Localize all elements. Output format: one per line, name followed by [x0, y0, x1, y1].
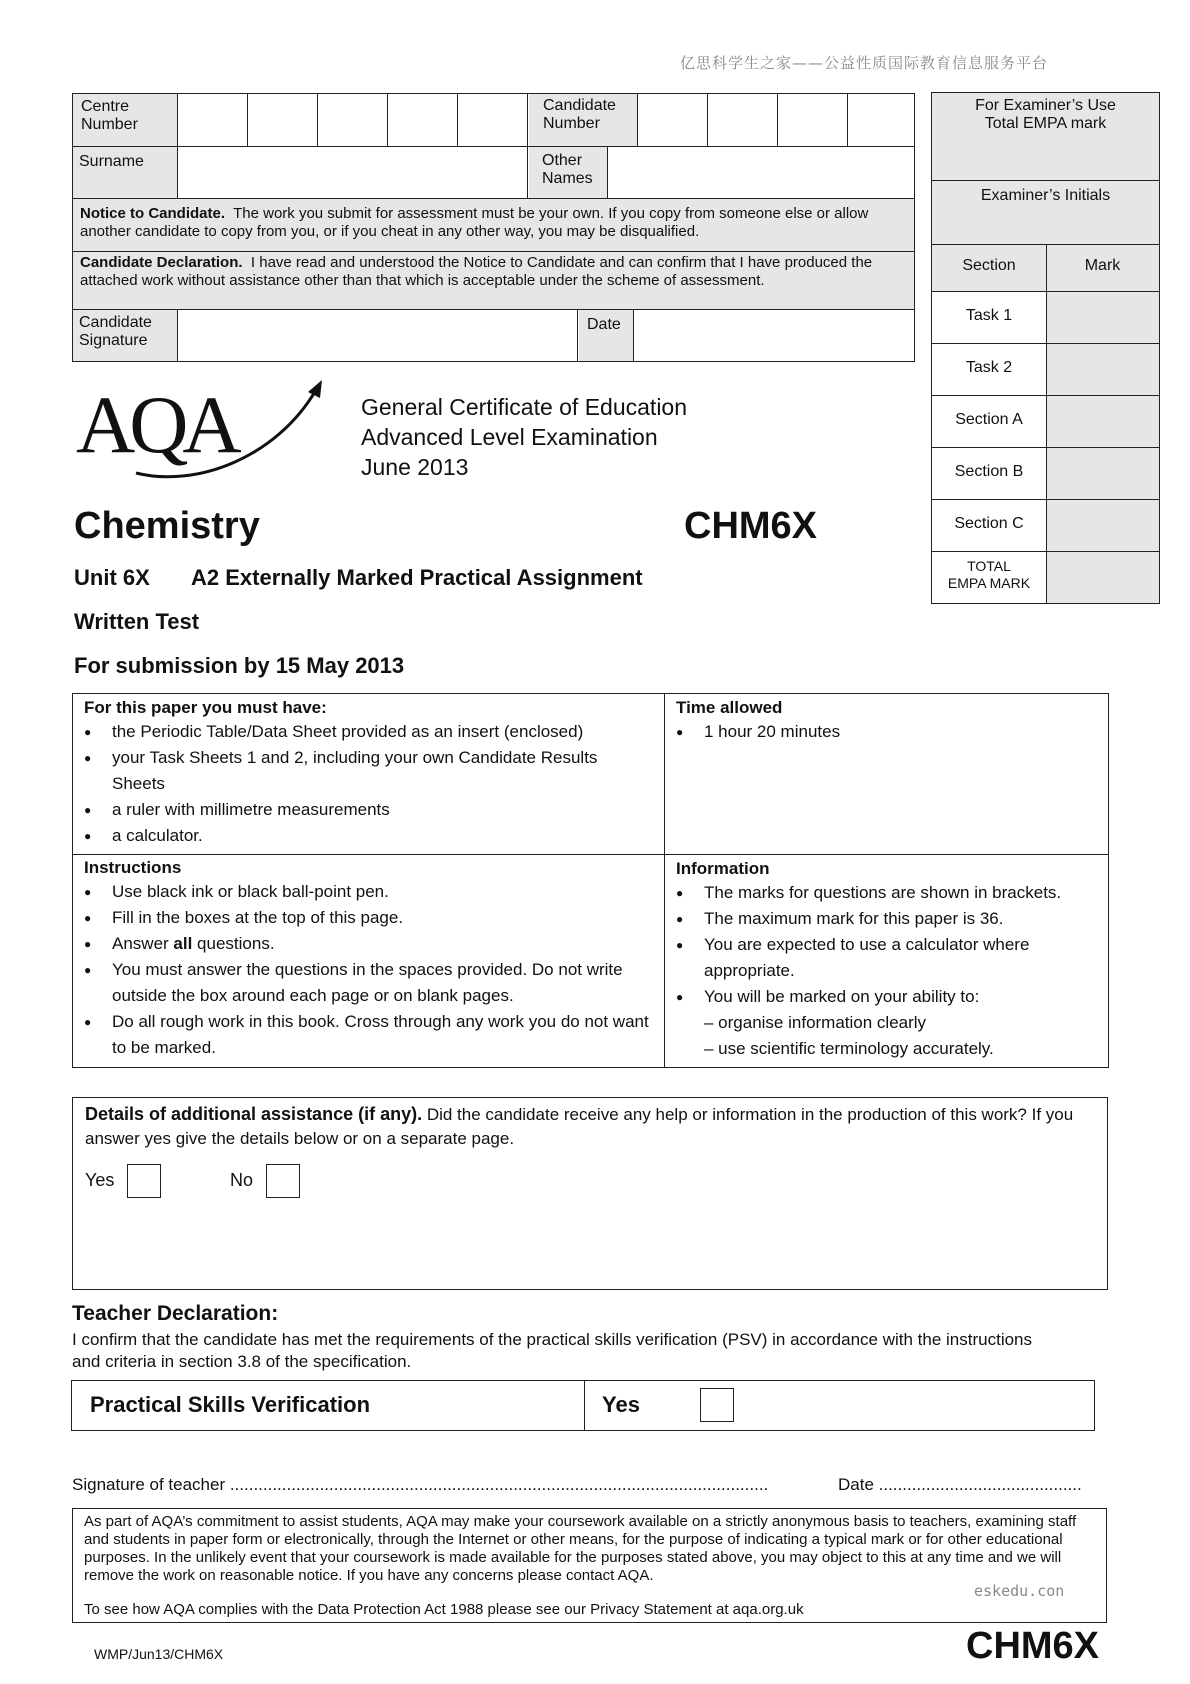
- examiner-title: For Examiner’s Use Total EMPA mark: [932, 93, 1159, 180]
- information-heading: Information: [676, 859, 770, 878]
- candidate-declaration: [73, 252, 914, 309]
- no-label: No: [230, 1170, 254, 1190]
- assistance-text: Did the candidate receive any help or information in the production of this work? If you answer yes give the details below or on a separate page.: [85, 1105, 1074, 1148]
- list-item: ● You are expected to use a calculator where appropriate.: [676, 932, 1101, 984]
- privacy-notice-box: [72, 1508, 1107, 1623]
- centre-number-label: Centre Number: [73, 94, 177, 146]
- candidate-details-box: [72, 93, 915, 362]
- list-item: ● The maximum mark for this paper is 36.: [676, 906, 1101, 932]
- unit-label: Unit 6X: [74, 565, 150, 590]
- privacy-para1: As part of AQA’s commitment to assist students, AQA may make your coursework available on a strictly anonymous basis to teachers, examining staff and students in paper form or electronically, through the Internet or other means, for the purpose of indicating a typical mark or for other educational purposes. In the unlikely event that your coursework is made available for the purposes stated above, you may object to this at any time and we will remove the work on reasonable notice. If you have any concerns please contact AQA.: [84, 1513, 1077, 1584]
- subject-title: Chemistry: [74, 505, 260, 547]
- exam-row-section-b: [932, 448, 1159, 499]
- declaration-text: I have read and understood the Notice to Candidate and can confirm that I have produced the attached work without assistance other than that which is acceptable under the scheme of assessment.: [80, 254, 873, 289]
- section-column-header: Section: [962, 257, 1016, 274]
- assistance-box: [72, 1097, 1108, 1290]
- psv-yes-checkbox[interactable]: [700, 1388, 734, 1422]
- date-field[interactable]: [635, 310, 914, 361]
- assistance-title: Details of additional assistance (if any).: [85, 1104, 423, 1124]
- row-label: Section A: [955, 411, 1023, 428]
- emphasis-all: all: [173, 934, 193, 953]
- written-test: Written Test: [74, 609, 200, 634]
- submission-date: For submission by 15 May 2013: [74, 653, 405, 678]
- watermark-eskedu: eskedu.con: [974, 1582, 1065, 1600]
- logo-swoosh-icon: [76, 378, 326, 488]
- paper-code: CHM6X: [684, 505, 818, 547]
- must-have-heading: For this paper you must have:: [84, 698, 327, 717]
- candidate-signature-label: Candidate Signature: [73, 310, 177, 361]
- no-checkbox[interactable]: [266, 1164, 300, 1198]
- time-allowed-section: [676, 697, 1096, 745]
- notice-to-candidate: [73, 199, 914, 251]
- candidate-number-label: Candidate Number: [529, 94, 637, 146]
- logo-text: AQA: [76, 379, 236, 470]
- teacher-declaration-heading: Teacher Declaration:: [72, 1302, 279, 1325]
- info-table: [72, 693, 1109, 1068]
- instructions-section: [84, 857, 656, 1061]
- notice-title: Notice to Candidate.: [80, 205, 226, 222]
- teacher-date-line[interactable]: Date ...........................................: [838, 1475, 1082, 1494]
- instructions-heading: Instructions: [84, 858, 182, 877]
- list-item: ● the Periodic Table/Data Sheet provided as an insert (enclosed): [84, 719, 654, 745]
- sub-item: – organise information clearly: [704, 1013, 927, 1032]
- list-item: ● You will be marked on your ability to:: [676, 984, 1101, 1010]
- mark-cell[interactable]: [1046, 396, 1159, 447]
- exam-row-section-c: [932, 500, 1159, 551]
- privacy-para2: To see how AQA complies with the Data Protection Act 1988 please see our Privacy Statement at aqa.org.uk: [84, 1601, 804, 1618]
- header-line2: Advanced Level Examination: [361, 424, 658, 450]
- list-item: ● Fill in the boxes at the top of this page.: [84, 905, 656, 931]
- examiner-use-box: [931, 92, 1160, 604]
- notice-text: The work you submit for assessment must be your own. If you copy from someone else or allow another candidate to copy from you, or if you cheat in any other way, you may be disqualified.: [80, 205, 869, 240]
- exam-row-task2: [932, 344, 1159, 395]
- centre-number-field[interactable]: [179, 94, 539, 146]
- date-label: Date: [579, 310, 633, 361]
- list-item: ● a ruler with millimetre measurements: [84, 797, 654, 823]
- sub-item: – use scientific terminology accurately.: [704, 1039, 994, 1058]
- teacher-signature-line[interactable]: Signature of teacher ..................................................................................................................: [72, 1475, 769, 1494]
- surname-field[interactable]: [179, 147, 527, 198]
- footer-reference: WMP/Jun13/CHM6X: [94, 1646, 224, 1662]
- list-item: ● Do all rough work in this book. Cross through any work you do not want to be marked.: [84, 1009, 656, 1061]
- psv-label: Practical Skills Verification: [90, 1392, 371, 1417]
- list-item: ● 1 hour 20 minutes: [676, 719, 1096, 745]
- must-have-section: [84, 697, 654, 849]
- mark-cell[interactable]: [1046, 344, 1159, 395]
- declaration-title: Candidate Declaration.: [80, 254, 243, 271]
- exam-row-total: [932, 552, 1159, 603]
- exam-row-task1: [932, 292, 1159, 343]
- candidate-signature-field[interactable]: [179, 310, 577, 361]
- list-item: ● You must answer the questions in the spaces provided. Do not write outside the box around each page or on blank pages.: [84, 957, 656, 1009]
- row-label: Task 1: [965, 307, 1013, 324]
- list-item: ● Use black ink or black ball-point pen.: [84, 879, 656, 905]
- unit-title: A2 Externally Marked Practical Assignment: [191, 565, 643, 590]
- mark-cell[interactable]: [1046, 500, 1159, 551]
- other-names-label: Other Names: [529, 147, 607, 198]
- exam-row-section-a: [932, 396, 1159, 447]
- psv-box: [71, 1380, 1095, 1431]
- total-label: TOTAL EMPA MARK: [947, 558, 1031, 591]
- examiner-initials-label: Examiner’s Initials: [932, 181, 1159, 244]
- header-line3: June 2013: [361, 454, 469, 480]
- mark-column-header: Mark: [1084, 257, 1121, 274]
- aqa-logo: [76, 378, 326, 488]
- time-allowed-heading: Time allowed: [676, 698, 783, 717]
- yes-checkbox[interactable]: [127, 1164, 161, 1198]
- list-item: ● The marks for questions are shown in brackets.: [676, 880, 1101, 906]
- list-item: ● your Task Sheets 1 and 2, including your own Candidate Results Sheets: [84, 745, 654, 797]
- psv-yes-label: Yes: [602, 1392, 640, 1417]
- surname-label: Surname: [73, 147, 177, 198]
- yes-label: Yes: [85, 1170, 115, 1190]
- row-label: Section C: [954, 515, 1024, 532]
- other-names-field[interactable]: [609, 147, 914, 198]
- row-label: Section B: [954, 463, 1024, 480]
- watermark-top: 亿思科学生之家——公益性质国际教育信息服务平台: [680, 54, 1049, 72]
- row-label: Task 2: [965, 359, 1013, 376]
- total-mark-cell[interactable]: [1046, 552, 1159, 603]
- mark-cell[interactable]: [1046, 448, 1159, 499]
- list-item: ● Answer all questions.: [84, 931, 656, 957]
- footer-code: CHM6X: [966, 1625, 1100, 1667]
- header-line1: General Certificate of Education: [361, 394, 688, 420]
- mark-cell[interactable]: [1046, 292, 1159, 343]
- assistance-details-area[interactable]: [85, 1206, 1095, 1284]
- list-item: ● a calculator.: [84, 823, 654, 849]
- information-section: [676, 858, 1101, 1062]
- teacher-declaration-text: I confirm that the candidate has met the requirements of the practical skills verification (PSV) in accordance with the instructions and criteria in section 3.8 of the specification.: [72, 1330, 1033, 1371]
